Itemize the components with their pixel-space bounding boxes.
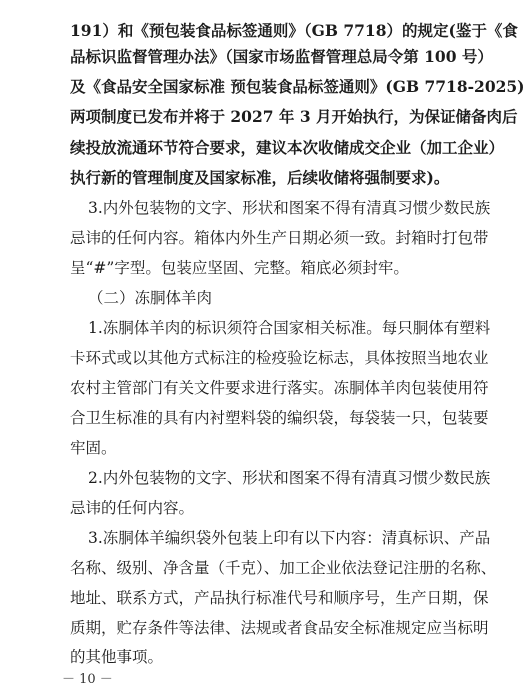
text-line-12: 卡环式或以其他方式标注的检疫验讫标志，具体按照当地农业 — [70, 349, 489, 367]
page-number: － 10 － — [62, 672, 113, 687]
text-line-2: 品标识监督管理办法》（国家市场监督管理总局令第 100 号） — [70, 47, 493, 66]
text-line-5: 续投放流通环节符合要求，建议本次收储成交企业（加工企业） — [70, 138, 505, 157]
text-line-19: 名称、级别、净含量（千克）、加工企业依法登记注册的名称、 — [70, 559, 497, 577]
text-line-6: 执行新的管理制度及国家标准，后续收储将强制要求)。 — [70, 168, 450, 187]
text-line-21: 质期，贮存条件等法律、法规或者食品安全标准规定应当标明 — [70, 619, 489, 637]
text-line-22: 的其他事项。 — [70, 648, 164, 666]
text-line-8: 忌讳的任何内容。箱体内外生产日期必须一致。封箱时打包带 — [70, 229, 489, 247]
text-line-3: 及《食品安全国家标准 预包装食品标签通则》(GB 7718-2025) — [70, 77, 525, 96]
text-line-17: 忌讳的任何内容。 — [70, 499, 195, 517]
text-line-4: 两项制度已发布并将于 2027 年 3 月开始执行，为保证储备肉后 — [70, 107, 518, 126]
text-line-20: 地址、联系方式，产品执行标准代号和顺序号，生产日期，保 — [70, 589, 489, 607]
section-heading: （二）冻胴体羊肉 — [88, 289, 213, 307]
text-line-18: 3.冻胴体羊编织袋外包装上印有以下内容：清真标识、产品 — [88, 529, 491, 547]
text-line-1: 191）和《预包装食品标签通则》（GB 7718）的规定(鉴于《食 — [70, 21, 518, 40]
text-line-16: 2.内外包装物的文字、形状和图案不得有清真习惯少数民族 — [88, 469, 491, 487]
text-line-11: 1.冻胴体羊肉的标识须符合国家相关标准。每只胴体有塑料 — [88, 319, 491, 337]
text-line-14: 合卫生标准的具有内衬塑料袋的编织袋，每袋装一只，包装要 — [70, 409, 489, 427]
text-line-15: 牢固。 — [70, 439, 117, 457]
text-line-7: 3.内外包装物的文字、形状和图案不得有清真习惯少数民族 — [88, 199, 491, 217]
text-line-9: 呈“#”字型。包装应坚固、完整。箱底必须封牢。 — [70, 259, 409, 277]
text-line-13: 农村主管部门有关文件要求进行落实。冻胴体羊肉包装使用符 — [70, 379, 489, 397]
